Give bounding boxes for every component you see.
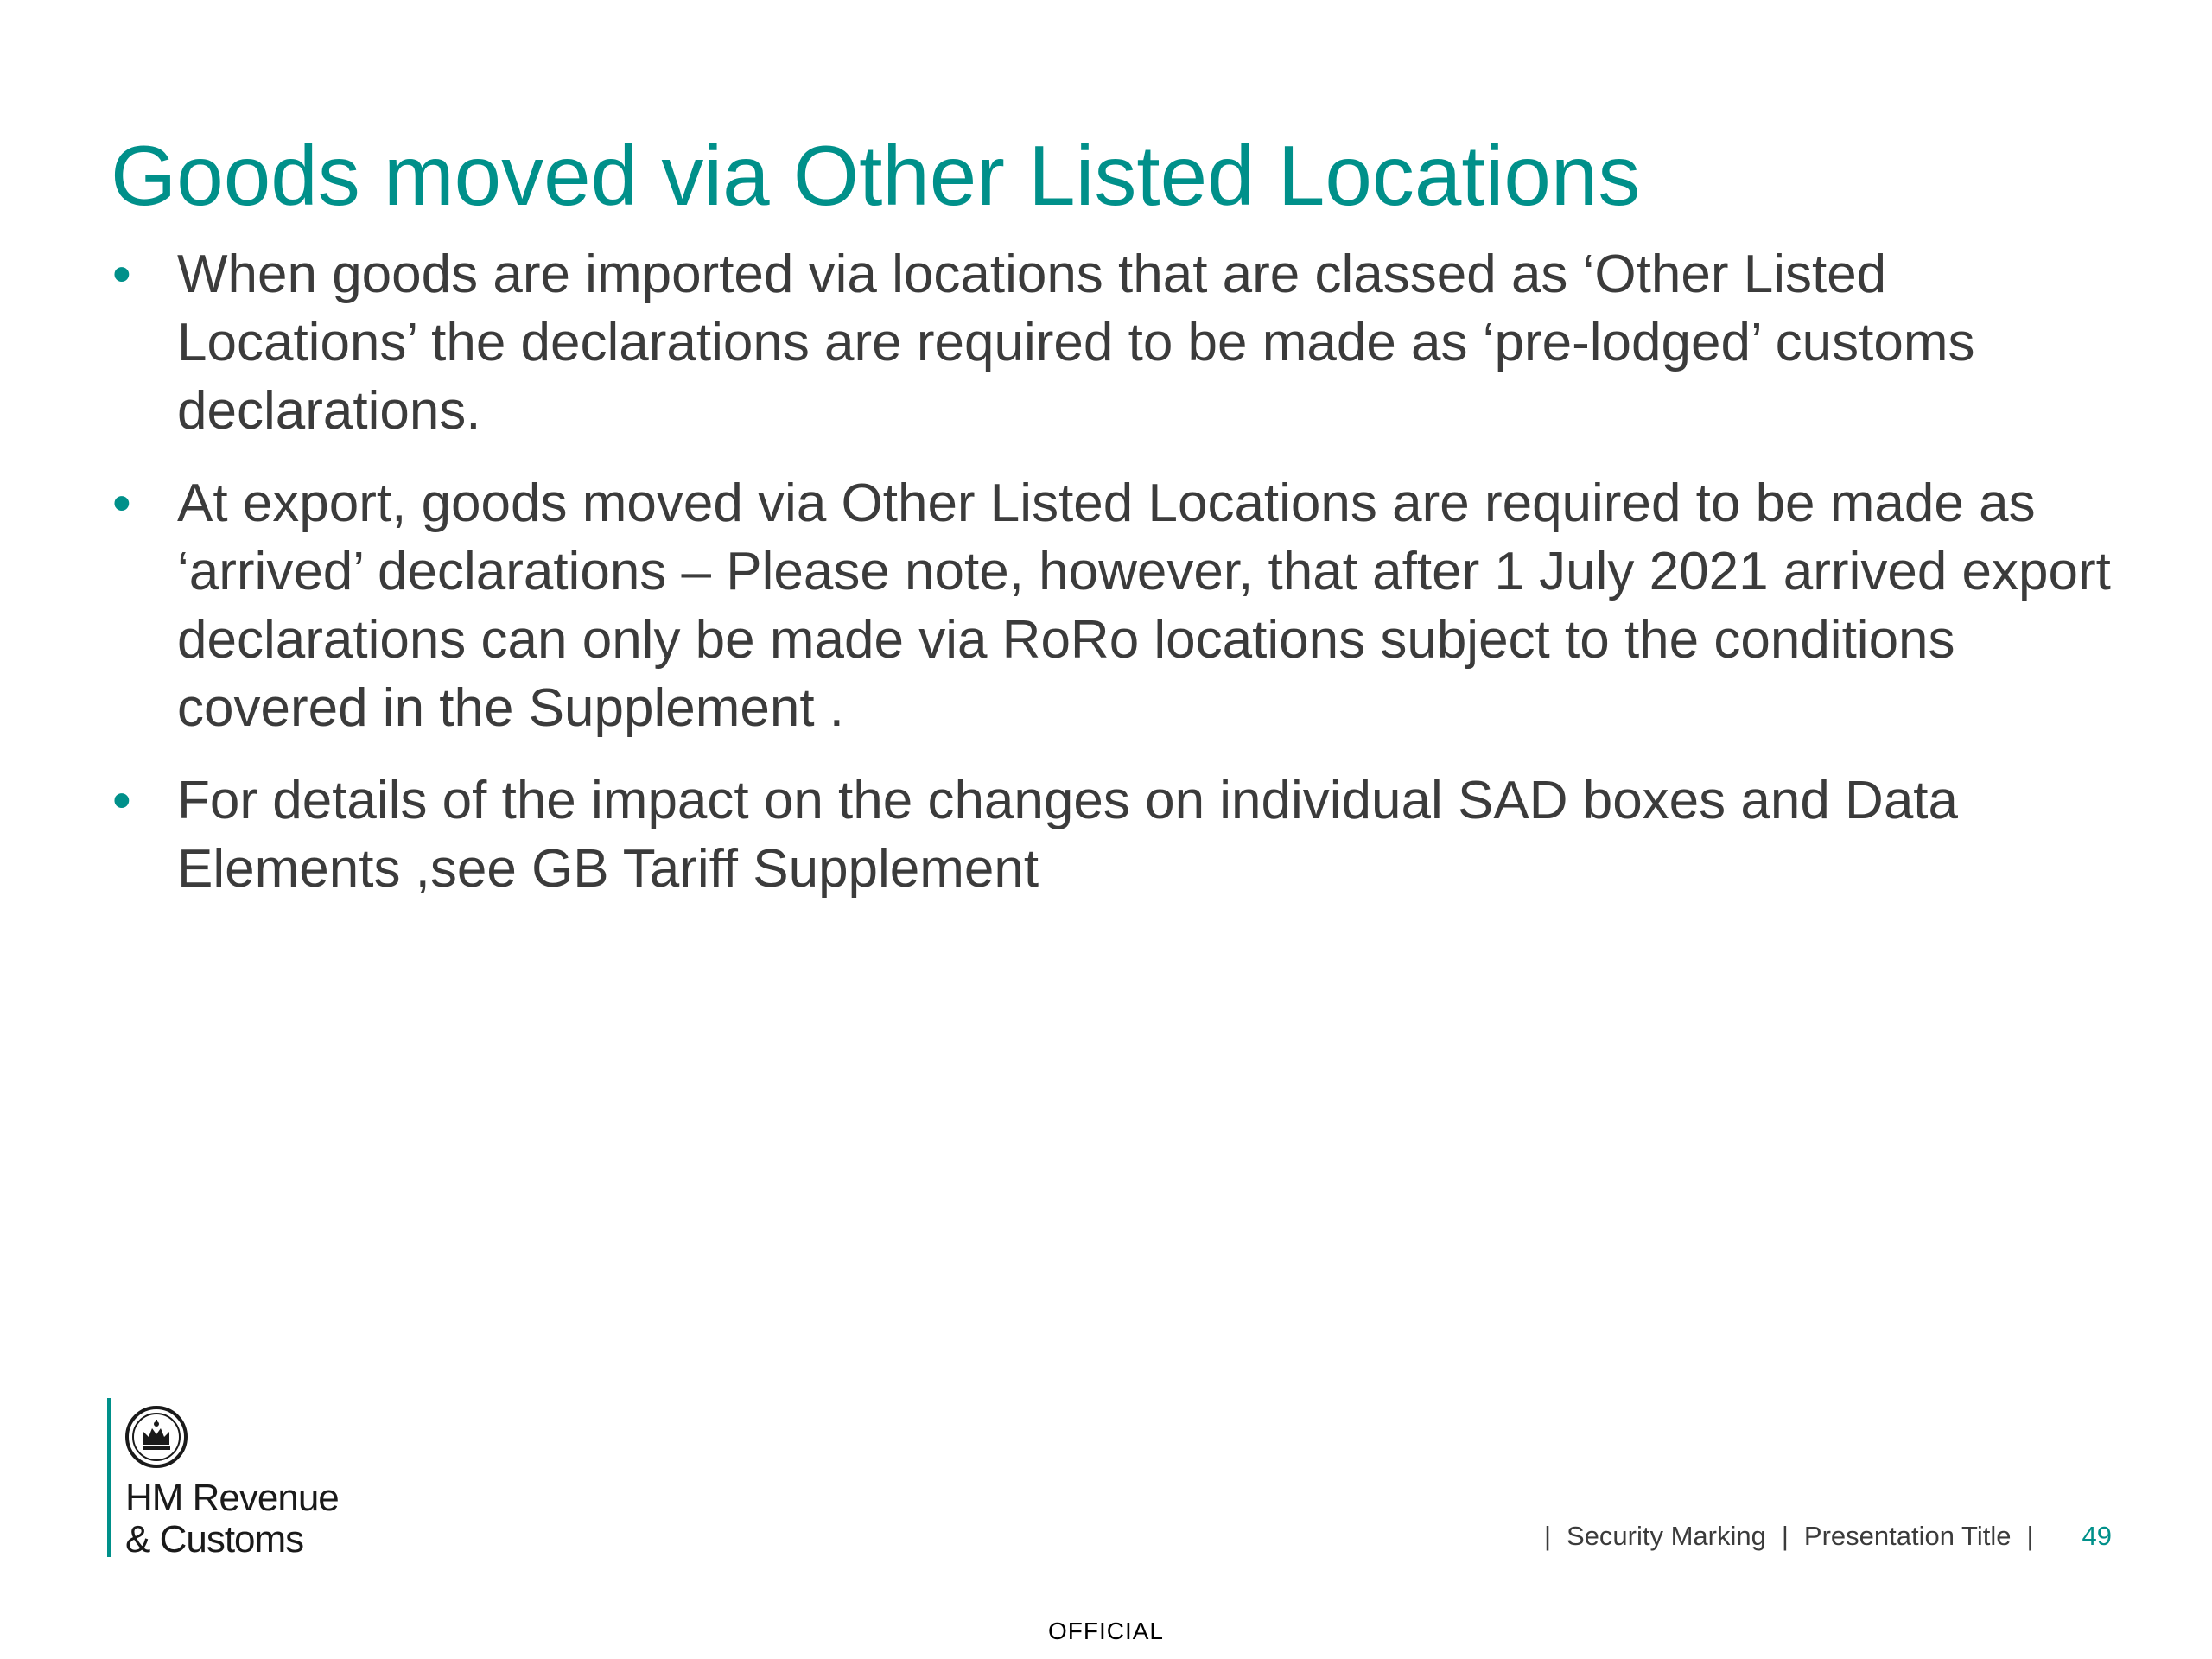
bullet-item: [111, 240, 2124, 445]
logo-line-1: HM Revenue: [125, 1477, 339, 1519]
footer-meta: [1529, 1521, 2112, 1552]
footer-separator: |: [1543, 1521, 1551, 1551]
security-marking: Security Marking: [1567, 1521, 1766, 1551]
bullet-text: When goods are imported via locations that are classed as ‘Other Listed Locations’ the declarations are required to be made as ‘pre-lodged’ customs declarations.: [177, 245, 1975, 441]
crown-crest-icon: [124, 1405, 188, 1469]
bullet-text: At export, goods moved via Other Listed Locations are required to be made as ‘arrived’ declarations – Please note, however, that after 1 July 2021 arrived export declarations can only be made via RoRo locations subject to the conditions covered in the Supplement .: [177, 474, 2111, 738]
hmrc-logo: [107, 1398, 384, 1560]
bullet-list: [111, 240, 2124, 927]
classification-label: OFFICIAL: [1047, 1618, 1164, 1644]
bullet-dot-icon: •: [112, 771, 131, 830]
footer-separator: |: [2026, 1521, 2034, 1551]
logo-text: [125, 1478, 339, 1560]
bullet-dot-icon: •: [112, 245, 131, 304]
logo-accent-bar: [107, 1398, 111, 1557]
footer-separator: |: [1781, 1521, 1789, 1551]
presentation-title: Presentation Title: [1803, 1521, 2012, 1551]
bullet-item: [111, 766, 2124, 903]
page-number: 49: [2082, 1521, 2112, 1551]
bullet-dot-icon: •: [112, 474, 131, 533]
bullet-item: [111, 469, 2124, 742]
slide-title: Goods moved via Other Listed Locations: [111, 128, 1641, 223]
logo-line-2: & Customs: [125, 1518, 304, 1560]
bullet-text: For details of the impact on the changes on individual SAD boxes and Data Elements ,see GB Tariff Supplement: [177, 771, 1959, 899]
